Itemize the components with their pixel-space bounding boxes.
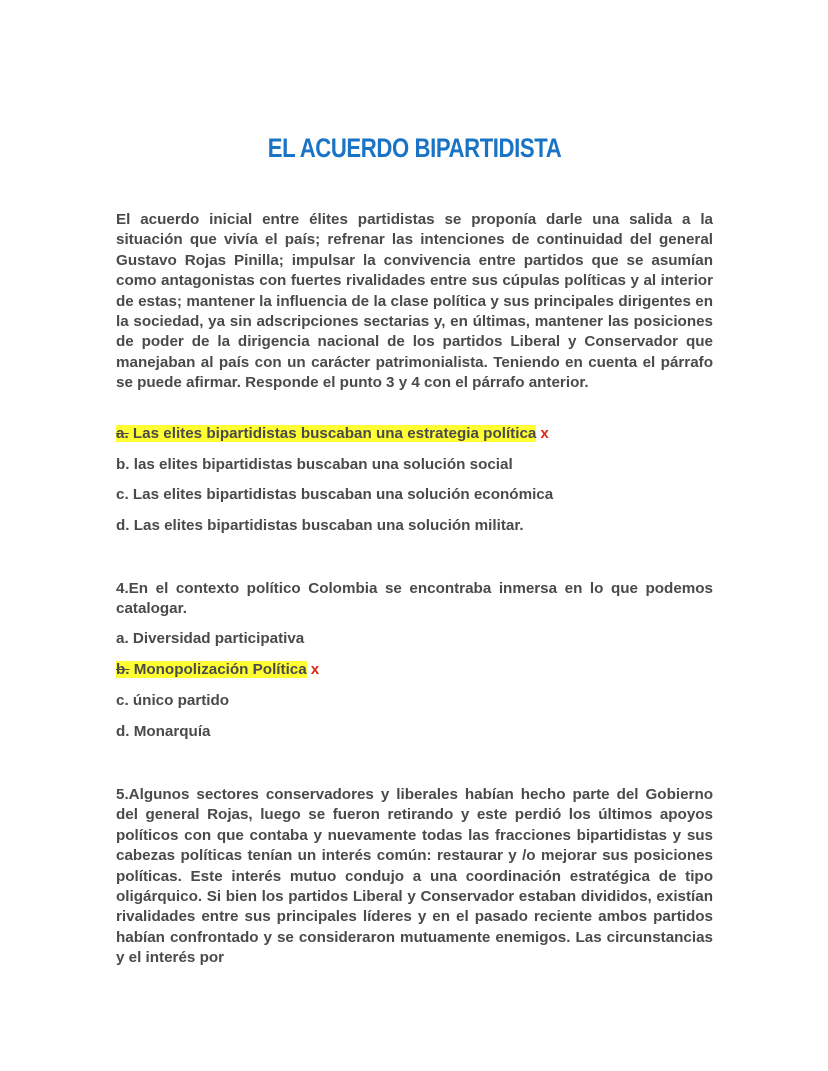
q4-option-c [116, 691, 229, 711]
q4-option-b [116, 660, 319, 680]
question4-prompt: 4.En el contexto político Colombia se encontraba inmersa en lo que podemos catalogar. [116, 580, 713, 618]
option-letter: c. [116, 692, 129, 709]
option-letter: b. [116, 661, 130, 678]
option-text: único partido [128, 692, 230, 709]
q4-option-a [116, 629, 304, 649]
q3-option-d [116, 516, 524, 536]
option-letter: d. [116, 517, 130, 534]
option-letter: c. [116, 486, 129, 503]
q3-option-b [116, 455, 513, 475]
x-mark: x [310, 661, 320, 678]
q3-option-a [116, 424, 549, 444]
document-title: EL ACUERDO BIPARTIDISTA [267, 133, 562, 163]
option-text: Monopolización Política [129, 661, 307, 678]
option-text: las elites bipartidistas buscaban una solución social [129, 456, 513, 473]
highlight [116, 425, 536, 442]
option-text: Las elites bipartidistas buscaban una estrategia política [128, 425, 537, 442]
option-letter: b. [116, 456, 130, 473]
x-mark: x [540, 425, 549, 442]
q3-option-c [116, 485, 553, 505]
highlight [116, 661, 307, 678]
option-text: Monarquía [129, 723, 211, 740]
option-text: Las elites bipartidistas buscaban una solución militar. [129, 517, 524, 534]
option-letter: a. [116, 425, 129, 442]
option-text: Las elites bipartidistas buscaban una solución económica [128, 486, 554, 503]
option-text: Diversidad participativa [128, 630, 305, 647]
option-letter: d. [116, 723, 130, 740]
q4-option-d [116, 722, 211, 742]
option-letter: a. [116, 630, 129, 647]
question5-prompt: 5.Algunos sectores conservadores y liberales habían hecho parte del Gobierno del general Rojas, luego se fueron retirando y este perdió los últimos apoyos políticos con que contaba y nuevamente todas las fracciones bipartidistas y sus cabezas políticas tenían un interés común: restaurar y /o mejorar sus posiciones políticas. Este interés mutuo condujo a una coordinación estratégica de tipo oligárquico. Si bien los partidos Liberal y Conservador estaban divididos, existían rivalidades entre sus principales líderes y en el pasado reciente ambos partidos habían confrontado y se consideraron mutuamente enemigos. Las circunstancias y el interés por [116, 786, 713, 967]
intro-paragraph: El acuerdo inicial entre élites partidistas se proponía darle una salida a la situación que vivía el país; refrenar las intenciones de continuidad del general Gustavo Rojas Pinilla; impulsar la convivencia entre partidos que se asumían como antagonistas con fuertes rivalidades entre sus cúpulas políticas y al interior de estas; mantener la influencia de la clase política y sus principales dirigentes en la sociedad, ya sin adscripciones sectarias y, en últimas, mantener las posiciones de poder de la dirigencia nacional de los partidos Liberal y Conservador que manejaban al país con un carácter patrimonialista. Teniendo en cuenta el párrafo se puede afirmar. Responde el punto 3 y 4 con el párrafo anterior. [116, 211, 713, 392]
